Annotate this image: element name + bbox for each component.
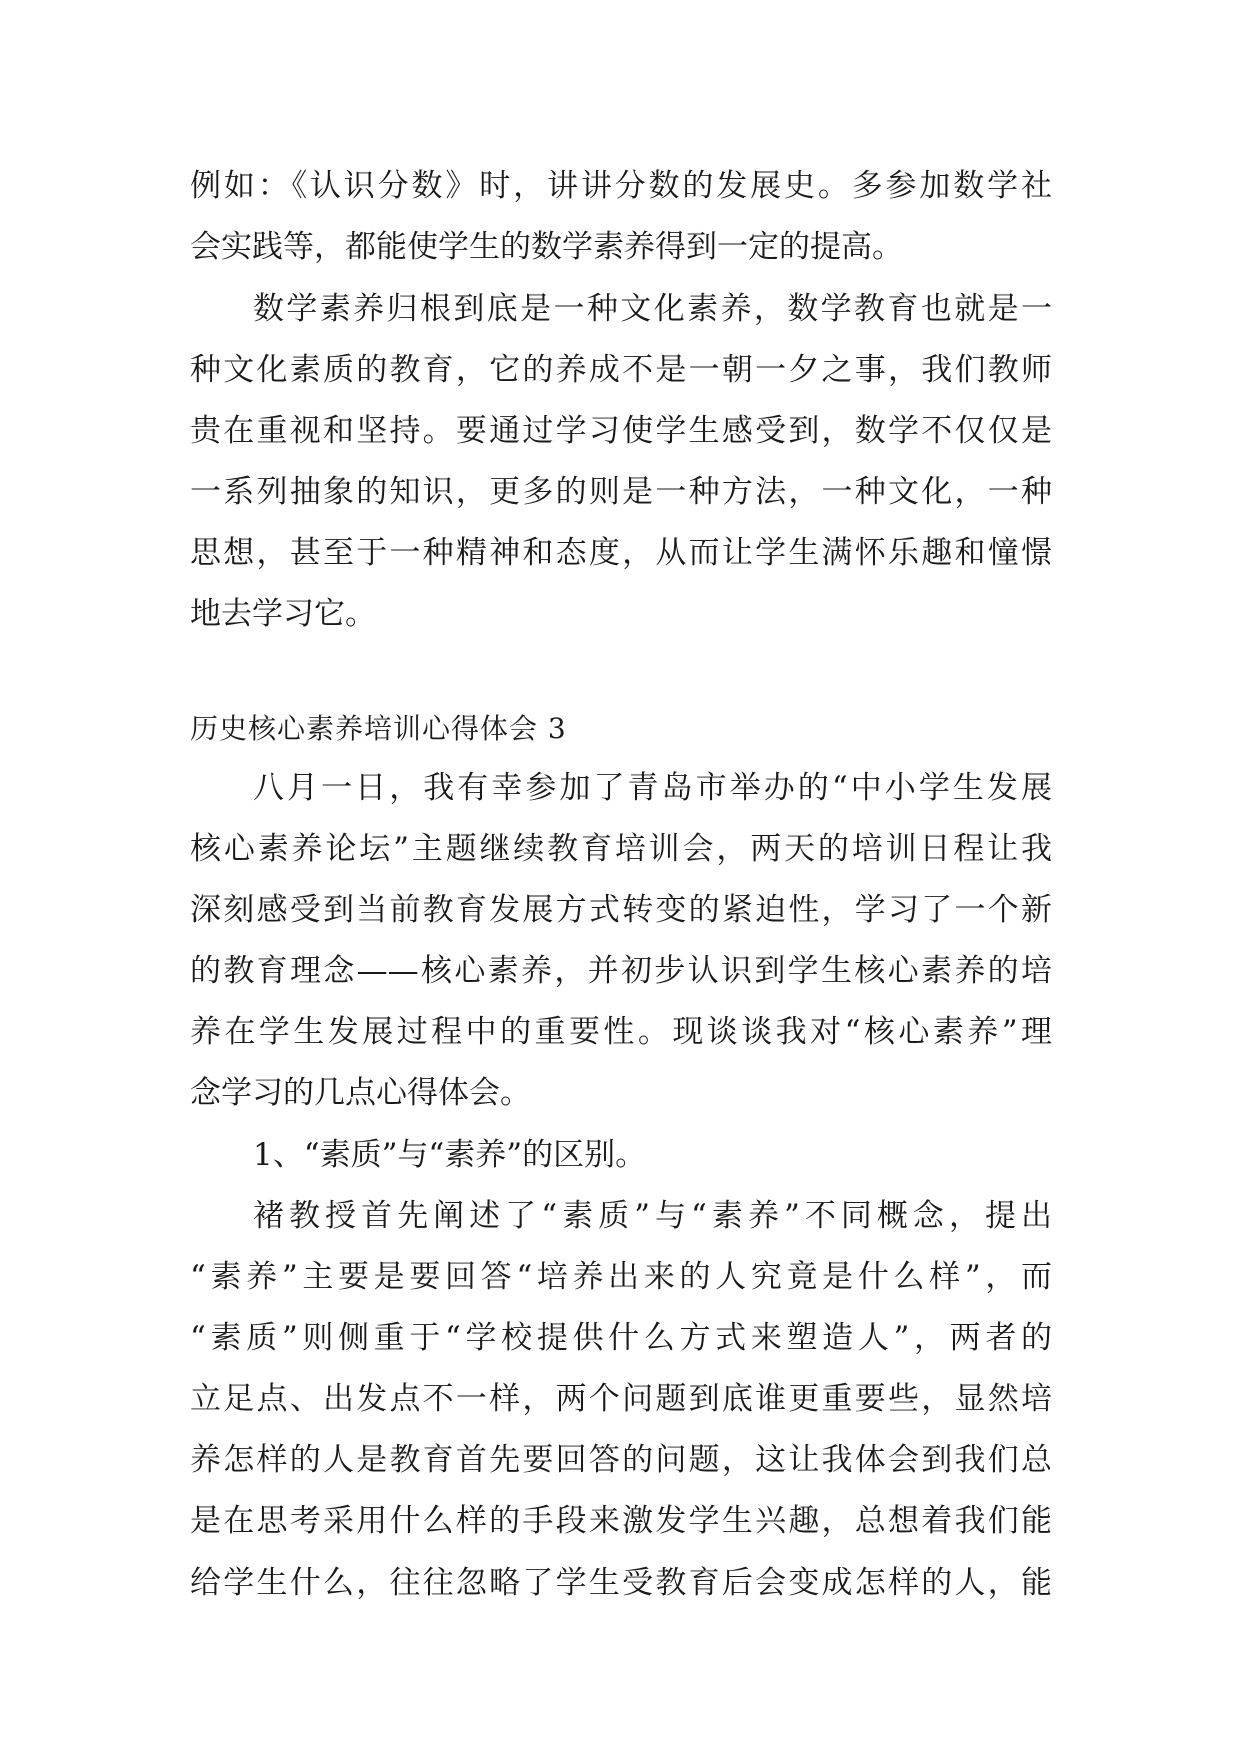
para2-line-4: 一系列抽象的知识，更多的则是一种方法，一种文化，一种 — [190, 474, 1052, 510]
para4-line-2: “素养”主要是要回答“培养出来的人究竟是什么样”，而 — [190, 1259, 1052, 1295]
para3-line-4: 的教育理念——核心素养，并初步认识到学生核心素养的培 — [190, 953, 1052, 989]
para4-line-4: 立足点、出发点不一样，两个问题到底谁更重要些，显然培 — [190, 1381, 1052, 1417]
section-heading: 历史核心素养培训心得体会 3 — [190, 712, 567, 745]
para3-line-3: 深刻感受到当前教育发展方式转变的紧迫性，学习了一个新 — [190, 892, 1052, 928]
para2-line-6: 地去学习它。 — [190, 596, 376, 632]
para2-line-3: 贵在重视和坚持。要通过学习使学生感受到，数学不仅仅是 — [190, 413, 1052, 449]
para4-line-7: 给学生什么，往往忽略了学生受教育后会变成怎样的人，能 — [190, 1565, 1052, 1601]
para1-line-2: 会实践等，都能使学生的数学素养得到一定的提高。 — [190, 229, 903, 265]
para1-line-1: 例如：《认识分数》时，讲讲分数的发展史。多参加数学社 — [190, 168, 1052, 204]
para2-line-2: 种文化素质的教育，它的养成不是一朝一夕之事，我们教师 — [190, 352, 1052, 388]
para2-line-5: 思想，甚至于一种精神和态度，从而让学生满怀乐趣和憧憬 — [190, 535, 1052, 571]
para3-line-5: 养在学生发展过程中的重要性。现谈谈我对“核心素养”理 — [190, 1014, 1052, 1050]
para4-line-6: 是在思考采用什么样的手段来激发学生兴趣，总想着我们能 — [190, 1503, 1052, 1539]
para4-line-1: 褚教授首先阐述了“素质”与“素养”不同概念，提出 — [253, 1198, 1052, 1234]
para3-line-6: 念学习的几点心得体会。 — [190, 1075, 531, 1111]
point-1-heading: 1、“素质”与“素养”的区别。 — [253, 1137, 647, 1173]
para3-line-1: 八月一日，我有幸参加了青岛市举办的“中小学生发展 — [253, 770, 1052, 806]
para4-line-5: 养怎样的人是教育首先要回答的问题，这让我体会到我们总 — [190, 1442, 1052, 1478]
para4-line-3: “素质”则侧重于“学校提供什么方式来塑造人”，两者的 — [190, 1320, 1052, 1356]
para3-line-2: 核心素养论坛”主题继续教育培训会，两天的培训日程让我 — [190, 831, 1052, 867]
para2-line-1: 数学素养归根到底是一种文化素养，数学教育也就是一 — [253, 291, 1052, 327]
